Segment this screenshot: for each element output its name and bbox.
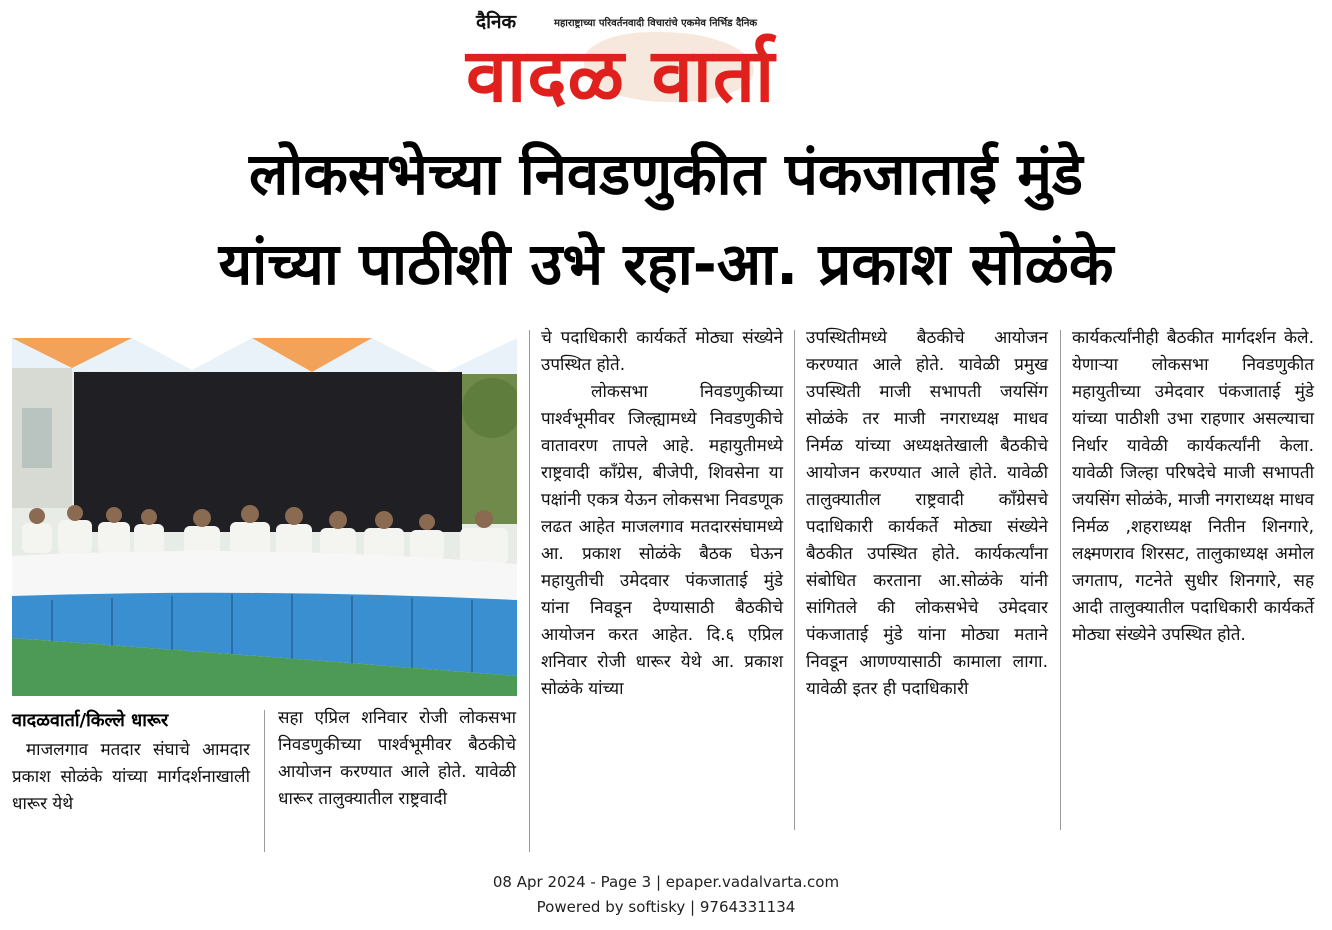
footer-credits: Powered by softisky | 9764331134 [536, 898, 796, 916]
headline-line-2: यांच्या पाठीशी उभे रहा-आ. प्रकाश सोळंके [218, 230, 1114, 298]
article-column-5 [1072, 325, 1314, 649]
byline: वादळवार्ता/किल्ले धारूर [12, 710, 169, 731]
column-rule [529, 330, 530, 852]
column-rule [794, 330, 795, 830]
masthead-tagline: महाराष्ट्राच्या परिवर्तनवादी विचारांचे एकमेव निर्भिड दैनिक [554, 18, 758, 29]
news-photo [12, 338, 517, 696]
column-rule [1060, 330, 1061, 830]
article-column-4 [806, 325, 1048, 703]
headline-line-1: लोकसभेच्या निवडणुकीत पंकजाताई मुंडे [249, 140, 1083, 208]
newspaper-title: वादळ वार्ता [466, 33, 776, 119]
article-paragraph: उपस्थितीमध्ये बैठकीचे आयोजन करण्यात आले होते. यावेळी प्रमुख उपस्थिती माजी सभापती जयसिंग सोळंके तर माजी नगराध्यक्ष माधव निर्मळ यांच्या अध्यक्षतेखाली बैठकीचे आयोजन करण्यात आले होते. यावेळी तालुक्यातील राष्ट्रवादी काँग्रेसचे पदाधिकारी कार्यकर्ते मोठ्या संख्येने बैठकीत उपस्थित होते. कार्यकर्त्यांना संबोधित करताना आ.सोळंके यांनी सांगितले की लोकसभेचे उमेदवार पंकजाताई मुंडे यांना मोठ्या मताने निवडून आणण्यासाठी कामाला लागा. यावेळी इतर ही पदाधिकारी [806, 328, 1048, 699]
article-column-3 [541, 325, 783, 703]
article-paragraph: सहा एप्रिल शनिवार रोजी लोकसभा निवडणुकीच्या पार्श्वभूमीवर बैठकीचे आयोजन करण्यात आले होते. यावेळी धारूर तालुक्यातील राष्ट्रवादी [278, 708, 516, 809]
article-column-1 [12, 737, 250, 818]
article-paragraph: माजलगाव मतदार संघाचे आमदार प्रकाश सोळंके यांच्या मार्गदर्शनाखाली धारूर येथे [12, 740, 250, 814]
masthead [466, 8, 866, 119]
article-paragraph: चे पदाधिकारी कार्यकर्ते मोठ्या संख्येने उपस्थित होते. [541, 328, 783, 375]
article-column-2 [278, 705, 516, 813]
article-paragraph: लोकसभा निवडणुकीच्या पार्श्वभूमीवर जिल्ह्यामध्ये निवडणुकीचे वातावरण तापले आहे. महायुतीमध्ये राष्ट्रवादी काँग्रेस, बीजेपी, शिवसेना या पक्षांनी एकत्र येऊन लोकसभा निवडणूक लढत आहेत माजलगाव मतदारसंघामध्ये आ. प्रकाश सोळंके बैठक घेऊन महायुतीची उमेदवार पंकजाताई मुंडे यांना निवडून देण्यासाठी बैठकीचे आयोजन करत आहेत. दि.६ एप्रिल शनिवार रोजी धारूर येथे आ. प्रकाश सोळंके यांच्या [541, 382, 783, 699]
article-paragraph: कार्यकर्त्यांनीही बैठकीत मार्गदर्शन केले. येणाऱ्या लोकसभा निवडणुकीत महायुतीच्या उमेदवार पंकजाताई मुंडे यांच्या पाठीशी उभा राहणार असल्याचा निर्धार यावेळी कार्यकर्त्यांनी केला. यावेळी जिल्हा परिषदेचे माजी सभापती जयसिंग सोळंके, माजी नगराध्यक्ष माधव निर्मळ ,शहराध्यक्ष नितीन शिनगारे, लक्ष्मणराव शिरसट, तालुकाध्यक्ष अमोल जगताप, गटनेते सुधीर शिनगारे, सह आदी तालुक्यातील पदाधिकारी कार्यकर्ते मोठ्या संख्येने उपस्थित होते. [1072, 328, 1314, 645]
masthead-prefix: दैनिक [476, 11, 517, 33]
footer-page-info: 08 Apr 2024 - Page 3 | epaper.vadalvarta.com [492, 873, 840, 891]
column-rule [264, 710, 265, 852]
